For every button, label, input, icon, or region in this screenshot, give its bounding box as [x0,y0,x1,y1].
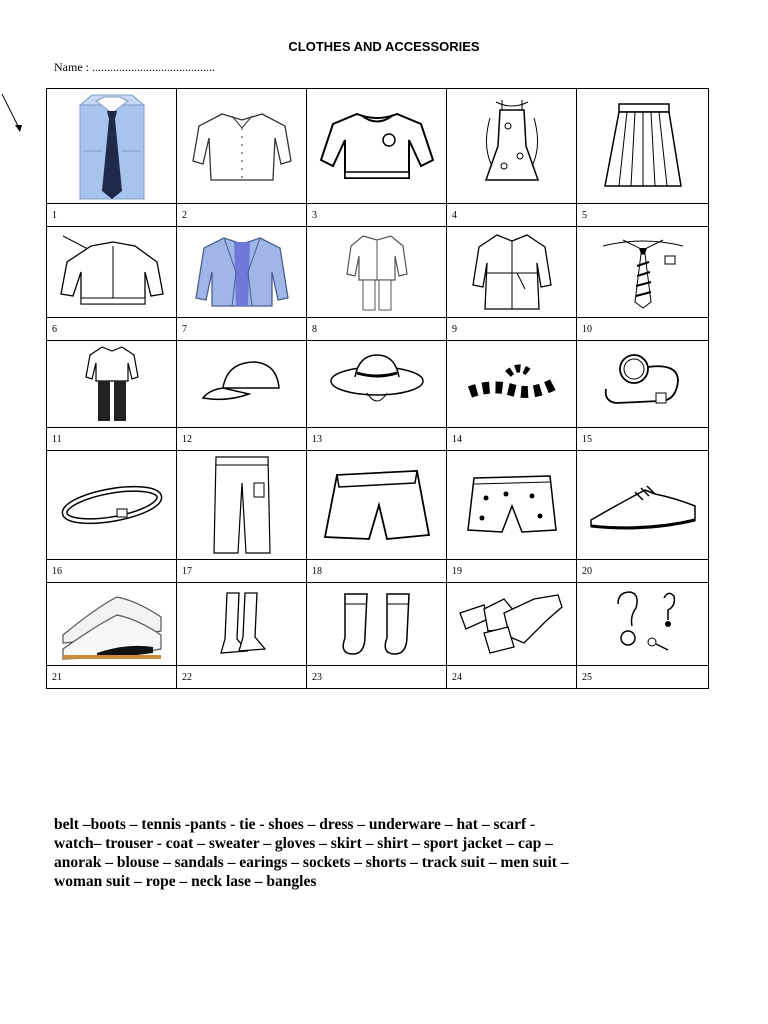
grid-cell-image [577,583,709,666]
grid-cell-image [447,341,577,428]
grid-cell-image [577,451,709,560]
scarf-icon [462,354,562,414]
sneakers-icon [57,587,167,661]
grid-cell-number: 5 [577,204,709,227]
grid-cell-image [307,451,447,560]
name-field-label: Name : ......................................... [54,60,215,74]
dress-icon [472,96,552,196]
grid-cell-image [177,227,307,318]
earrings-icon [598,586,688,662]
grid-cell-number: 24 [447,666,577,689]
grid-cell-number: 17 [177,560,307,583]
grid-cell-image [47,583,177,666]
grid-cell-number: 9 [447,318,577,341]
socks-icon [327,588,427,660]
word-bank-line: woman suit – rope – neck lase – bangles [54,873,317,890]
grid-cell-number: 11 [47,428,177,451]
skirt-icon [593,96,693,196]
clothes-grid [46,88,709,689]
grid-cell-number: 25 [577,666,709,689]
word-bank-line: anorak – blouse – sandals – earings – sockets – shorts – track suit – men suit – [54,854,569,871]
grid-cell-image [47,89,177,204]
grid-cell-image [447,583,577,666]
grid-cell-number: 16 [47,560,177,583]
grid-cell-number: 1 [47,204,177,227]
word-bank [54,815,714,891]
grid-cell-image [47,227,177,318]
grid-cell-number: 14 [447,428,577,451]
boots-icon [207,589,277,659]
trousers-icon [202,453,282,557]
grid-cell-number: 12 [177,428,307,451]
word-bank-line: belt –boots – tennis -pants - tie - shoes – dress – underware – hat – scarf - [54,816,536,833]
grid-cell-number: 6 [47,318,177,341]
grid-cell-image [47,341,177,428]
grid-cell-image [177,89,307,204]
coat-icon [467,229,557,315]
gloves-icon [454,589,570,659]
grid-cell-image [577,227,709,318]
track-suit-icon [82,343,142,425]
shorts-icon [317,465,437,545]
grid-cell-image [307,227,447,318]
page-title: CLOTHES AND ACCESSORIES [288,39,480,54]
grid-cell-image [307,341,447,428]
grid-cell-image [177,341,307,428]
grid-cell-image [47,451,177,560]
grid-cell-number: 3 [307,204,447,227]
sport-jacket-icon [192,232,292,312]
hat-icon [327,349,427,419]
grid-cell-number: 7 [177,318,307,341]
grid-cell-image [447,89,577,204]
grid-cell-image [177,451,307,560]
tie-icon [593,232,693,312]
belt-icon [57,475,167,535]
grid-cell-number: 8 [307,318,447,341]
grid-cell-number: 20 [577,560,709,583]
grid-cell-image [447,451,577,560]
cap-icon [197,354,287,414]
grid-cell-image [307,583,447,666]
underwear-icon [462,470,562,540]
suit-icon [337,230,417,314]
grid-cell-number: 10 [577,318,709,341]
watch-icon [598,349,688,419]
grid-cell-image [577,89,709,204]
blouse-icon [187,106,297,186]
shoes-icon [585,470,701,540]
grid-cell-number: 2 [177,204,307,227]
grid-cell-number: 23 [307,666,447,689]
grid-cell-number: 15 [577,428,709,451]
sweater-icon [317,106,437,186]
grid-cell-number: 18 [307,560,447,583]
pointer-arrow-icon [0,92,26,138]
word-bank-line: watch– trouser - coat – sweater – gloves – skirt – shirt – sport jacket – cap – [54,835,553,852]
grid-cell-number: 13 [307,428,447,451]
grid-cell-image [177,583,307,666]
grid-cell-image [577,341,709,428]
grid-cell-number: 4 [447,204,577,227]
dress-shirt-with-tie-icon [62,91,162,201]
anorak-icon [53,232,171,312]
grid-cell-number: 22 [177,666,307,689]
grid-cell-number: 21 [47,666,177,689]
grid-cell-number: 19 [447,560,577,583]
grid-cell-image [307,89,447,204]
grid-cell-image [447,227,577,318]
